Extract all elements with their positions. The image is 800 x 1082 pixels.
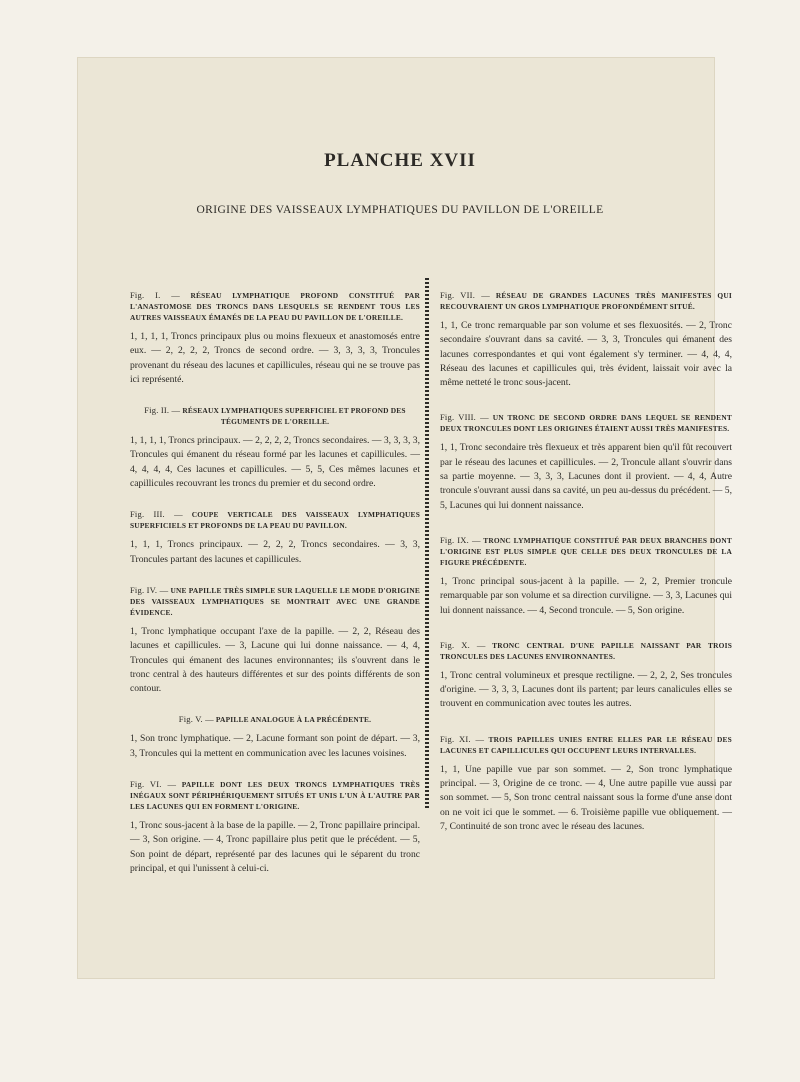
figure-heading <box>440 535 732 568</box>
figure-number: Fig. XI. — <box>440 733 485 744</box>
figure-heading <box>130 290 420 323</box>
figure-entry <box>440 412 732 512</box>
figure-entry <box>130 509 420 567</box>
figure-description: 1, 1, 1, 1, Troncs principaux. — 2, 2, 2, 2, Troncs secondaires. — 3, 3, 3, 3, Troncules qui émanent du réseau formé par les lacunes et capillicules. — 4, 4, 4, 4, Ces lacunes et capillicules. — 5, 5, Ces mêmes lacunes et capillicules recouvrant les troncs du premier et du second ordre. <box>130 435 420 490</box>
figure-heading-text: UN TRONC DE SECOND ORDRE DANS LEQUEL SE RENDENT DEUX TRONCULES DONT LES ORIGINES ÉTAIENT AUSSI TRÈS MANIFESTES. <box>440 413 732 434</box>
figure-entry <box>130 779 420 876</box>
plate-title: PLANCHE XVII <box>324 150 476 171</box>
figure-number: Fig. V. — <box>178 714 214 725</box>
figure-heading <box>440 412 732 434</box>
figure-number: Fig. VI. — <box>130 779 177 790</box>
figure-entry <box>440 640 732 712</box>
column-divider <box>425 278 429 810</box>
figure-description: 1, Son tronc lymphatique. — 2, Lacune formant son point de départ. — 3, 3, Troncules qui la mettent en communication avec les lacunes voisines. <box>130 733 420 759</box>
figure-heading <box>130 585 420 618</box>
figure-number: Fig. I. — <box>130 290 180 300</box>
figure-entry <box>130 405 420 491</box>
figure-number: Fig. III. — <box>130 509 183 520</box>
figure-heading <box>440 734 732 756</box>
figure-number: Fig. X. — <box>440 639 486 650</box>
figure-heading-text: RÉSEAU LYMPHATIQUE PROFOND CONSTITUÉ PAR L'ANASTOMOSE DES TRONCS DANS LESQUELS SE RENDENT TOUS LES AUTRES VAISSEAUX ÉMANÉS DE LA PEAU DU PAVILLON DE L'OREILLE. <box>130 291 420 322</box>
figure-heading-text: COUPE VERTICALE DES VAISSEAUX LYMPHATIQUES SUPERFICIELS ET PROFONDS DE LA PEAU DU PAVILLON. <box>130 510 420 531</box>
figure-number: Fig. II. — <box>144 405 181 416</box>
figure-description: 1, 1, Une papille vue par son sommet. — 2, Son tronc lymphatique principal. — 3, Origine de ce tronc. — 4, Une autre papille vue aussi par son sommet. — 5, Son tronc central naissant sous la forme d'une anse dont on ne voit ici que le sommet. — 6. Troisième papille vue obliquement. — 7, Continuité de son tronc avec le réseau des lacunes. <box>440 763 732 832</box>
figure-heading-text: PAPILLE ANALOGUE À LA PRÉCÉDENTE. <box>215 715 372 725</box>
left-column <box>130 290 420 890</box>
figure-description: 1, 1, 1, 1, Troncs principaux plus ou moins flexueux et anastomosés entre eux. — 2, 2, 2, 2, Troncs de second ordre. — 3, 3, 3, 3, Troncules provenant du réseau des lacunes et capillicules, réseau qui ne se trouve pas ici représenté. <box>130 331 420 385</box>
figure-number: Fig. VII. — <box>440 290 490 300</box>
figure-entry <box>130 714 420 761</box>
figure-entry <box>130 585 420 696</box>
figure-description: 1, Tronc principal sous-jacent à la papille. — 2, 2, Premier troncule remarquable par son volume et sa direction curviligne. — 3, 3, Lacunes qui lui donnent naissance. — 4, Second troncule. — 5, Son origine. <box>440 575 732 616</box>
figure-heading-text: UNE PAPILLE TRÈS SIMPLE SUR LAQUELLE LE MODE D'ORIGINE DES VAISSEAUX LYMPHATIQUES SE MONTRAIT AVEC UNE GRANDE ÉVIDENCE. <box>130 585 420 617</box>
figure-description: 1, 1, 1, Troncs principaux. — 2, 2, 2, Troncs secondaires. — 3, 3, Troncules partant des lacunes et capillicules. <box>130 539 420 565</box>
right-column <box>440 290 732 848</box>
figure-number: Fig. VIII. — <box>440 412 489 423</box>
figure-description: 1, Tronc central volumineux et presque rectiligne. — 2, 2, 2, Ses troncules d'origine. — 3, 3, 3, Lacunes dont ils partent; par leurs canalicules elles se trouvent en communication avec toutes les autres. <box>440 669 732 710</box>
figure-heading-text: PAPILLE DONT LES DEUX TRONCS LYMPHATIQUES TRÈS INÉGAUX SONT PÉRIPHÉRIQUEMENT SITUÉS ET UNIS L'UN À L'AUTRE PAR LES LACUNES QUI EN FORMENT L'ORIGINE. <box>130 780 420 812</box>
figure-heading-text: TROIS PAPILLES UNIES ENTRE ELLES PAR LE RÉSEAU DES LACUNES ET CAPILLICULES QUI OCCUPENT LEURS INTERVALLES. <box>440 734 732 755</box>
figure-entry <box>440 535 732 618</box>
figure-heading-text: RÉSEAUX LYMPHATIQUES SUPERFICIEL ET PROFOND DES TÉGUMENTS DE L'OREILLE. <box>182 406 406 427</box>
figure-heading <box>440 640 732 662</box>
figure-heading-text: RÉSEAU DE GRANDES LACUNES TRÈS MANIFESTES QUI RECOUVRAIENT UN GROS LYMPHATIQUE PROFONDÉMENT SITUÉ. <box>440 291 732 311</box>
figure-description: 1, Tronc sous-jacent à la base de la papille. — 2, Tronc papillaire principal. — 3, Son origine. — 4, Tronc papillaire plus petit que le précédent. — 5, Son point de départ, représenté par des lacunes qui le séparent du tronc principal, et qui l'unissent à celui-ci. <box>130 820 420 874</box>
figure-heading <box>130 509 420 531</box>
figure-entry <box>440 734 732 834</box>
figure-heading <box>130 714 420 725</box>
figure-description: 1, 1, Tronc secondaire très flexueux et très apparent bien qu'il fût recouvert par le réseau des lacunes et capillicules. — 2, Troncule allant s'ouvrir dans sa partie moyenne. — 3, 3, 3, Lacunes dont il provient. — 4, 4, Autre troncule s'ouvrant aussi dans sa cavité, un peu au-dessus du précédent. — 5, 5, Lacunes qui lui donnent naissance. <box>440 442 732 511</box>
figure-number: Fig. IV. — <box>130 584 169 595</box>
figure-heading <box>130 779 420 812</box>
figure-number: Fig. IX. — <box>440 534 481 545</box>
figure-heading-text: TRONC LYMPHATIQUE CONSTITUÉ PAR DEUX BRANCHES DONT L'ORIGINE EST PLUS SIMPLE QUE CELLE DES DEUX TRONCULES DE LA FIGURE PRÉCÉDENTE. <box>440 535 733 567</box>
figure-entry <box>130 290 420 387</box>
figure-heading <box>130 405 420 427</box>
figure-heading-text: TRONC CENTRAL D'UNE PAPILLE NAISSANT PAR TROIS TRONCULES DES LACUNES ENVIRONNANTES. <box>440 640 733 661</box>
plate-subtitle: ORIGINE DES VAISSEAUX LYMPHATIQUES DU PAVILLON DE L'OREILLE <box>196 204 604 216</box>
figure-description: 1, 1, Ce tronc remarquable par son volume et ses flexuosités. — 2, Tronc secondaire s'ouvrant dans sa cavité. — 3, 3, Troncules qui émanent des lacunes correspondantes et qui vont également s'y terminer. — 4, 4, 4, Réseau des lacunes et capillicules qui, très évident, laissait voir avec la même netteté le tronc sous-jacent. <box>440 320 732 389</box>
figure-heading <box>440 290 732 312</box>
figure-entry <box>440 290 732 390</box>
figure-description: 1, Tronc lymphatique occupant l'axe de la papille. — 2, 2, Réseau des lacunes et capillicules. — 3, Lacune qui lui donne naissance. — 4, 4, Troncules qui émanent des lacunes environnantes; ils s'ouvrent dans le tronc central à des hauteurs différentes et sur des points différents de son contour. <box>130 625 420 695</box>
